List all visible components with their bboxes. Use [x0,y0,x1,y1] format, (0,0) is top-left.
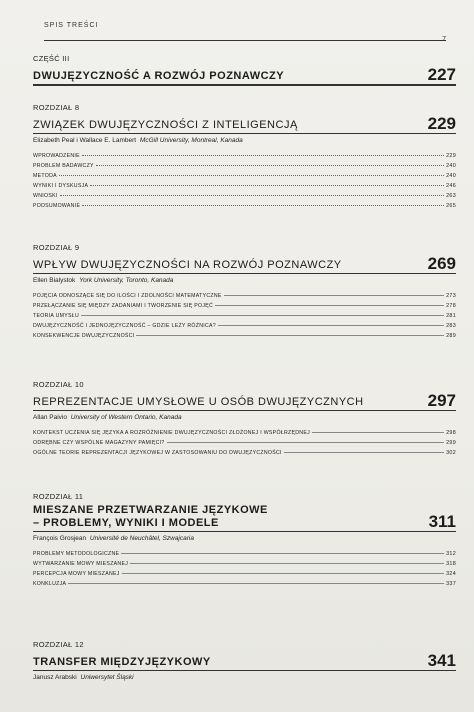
chapter-label: ROZDZIAŁ 12 [33,640,84,649]
author-name: Elizabeth Peal i Wallace E. Lambert [33,137,137,144]
toc-entry[interactable]: DWUJĘZYCZNOŚĆ I JEDNOJĘZYCZNOŚĆ – GDZIE LEŻY RÓŻNICA? 283 [33,323,456,329]
toc-entry[interactable]: WNIOSKI 263 [33,193,456,199]
toc-entry[interactable]: POJĘCIA ODNOSZĄCE SIĘ DO ILOŚCI I ZDOLNOŚCI MATEMATYCZNE 273 [33,293,456,299]
toc-entry[interactable]: ODRĘBNE CZY WSPÓLNE MAGAZYNY PAMIĘCI? 299 [33,440,456,446]
chapter-title: WPŁYW DWUJĘZYCZNOŚCI NA ROZWÓJ POZNAWCZY [33,259,342,271]
chapter-page: 311 [428,512,456,531]
toc-entry[interactable]: OGÓLNE TEORIE REPREZENTACJI JĘZYKOWEJ W ZASTOSOWANIU DO DWUJĘZYCZNOŚCI 302 [33,450,456,456]
chapter-label: ROZDZIAŁ 8 [33,103,80,112]
chapter-title-row [33,504,456,532]
author-name: François Grosjean [33,535,87,542]
toc-entry[interactable]: WYTWARZANIE MOWY MIESZANEJ 318 [33,561,456,567]
chapter-title-row [33,652,456,671]
chapter-10 [33,380,456,458]
chapter-label: ROZDZIAŁ 9 [33,243,80,252]
chapter-title: REPREZENTACJE UMYSŁOWE U OSÓB DWUJĘZYCZNYCH [33,396,364,408]
running-head: SPIS TREŚCI [44,22,99,29]
chapter-entries [33,291,456,341]
chapter-label: ROZDZIAŁ 10 [33,380,84,389]
chapter-title-line-1: MIESZANE PRZETWARZANIE JĘZYKOWE [33,504,268,516]
author-name: Ellen Bialystok [33,277,76,284]
toc-entry[interactable]: WYNIKI I DYSKUSJA 246 [33,183,456,189]
chapter-11 [33,492,456,589]
chapter-page: 297 [427,391,456,410]
toc-entry[interactable]: KONTEKST UCZENIA SIĘ JĘZYKA A ROZRÓŻNIENIE DWUJĘZYCZNOŚCI ZŁOŻONEJ I WSPÓŁRZĘDNEJ 298 [33,430,456,436]
page-number: 7 [442,36,446,43]
chapter-entries [33,151,456,211]
chapter-title: TRANSFER MIĘDZYJĘZYKOWY [33,656,211,668]
toc-entry[interactable]: METODA 240 [33,173,456,179]
author-affiliation: McGill University, Montreal, Kanada [139,137,243,144]
chapter-author-line [33,414,456,421]
part-title: DWUJĘZYCZNOŚĆ A ROZWÓJ POZNAWCZY [33,70,285,82]
author-affiliation: York University, Toronto, Kanada [79,277,174,284]
chapter-page: 341 [427,651,456,670]
chapter-author-line [33,277,456,284]
chapter-12 [33,640,456,681]
toc-entry[interactable]: PROBLEMY METODOLOGICZNE 312 [33,551,456,557]
chapter-page: 269 [427,254,456,273]
toc-entry[interactable]: TEORIA UMYSŁU 281 [33,313,456,319]
author-affiliation: Université de Neuchâtel, Szwajcaria [89,535,194,542]
top-rule [44,40,446,41]
chapter-author-line [33,137,456,144]
chapter-title-row [33,255,456,274]
toc-entry[interactable]: KONSEKWENCJE DWUJĘZYCZNOŚCI 289 [33,333,456,339]
toc-entry[interactable]: WPROWADZENIE 229 [33,153,456,159]
chapter-title: ZWIĄZEK DWUJĘZYCZNOŚCI Z INTELIGENCJĄ [33,119,298,131]
toc-entry[interactable]: PERCEPCJA MOWY MIESZANEJ 324 [33,571,456,577]
author-affiliation: University of Western Ontario, Kanada [70,414,182,421]
chapter-author-line [33,535,456,542]
part-page: 227 [427,65,456,84]
chapter-title-row [33,392,456,411]
chapter-page: 229 [427,114,456,133]
part-label: CZĘŚĆ III [33,54,70,63]
toc-entry[interactable]: KONKLUZJA 337 [33,581,456,587]
chapter-label: ROZDZIAŁ 11 [33,492,84,501]
part-title-row [33,66,456,86]
toc-entry[interactable]: PRZEŁĄCZANIE SIĘ MIĘDZY ZADANIAMI I TWORZENIE SIĘ POJĘĆ 278 [33,303,456,309]
chapter-8 [33,103,456,211]
author-affiliation: Uniwersytet Śląski [80,674,134,681]
author-name: Allan Paivio [33,414,67,421]
chapter-entries [33,428,456,458]
chapter-title-line-2: – PROBLEMY, WYNIKI I MODELE [33,517,219,529]
chapter-9 [33,243,456,341]
part-heading [33,54,456,86]
chapter-title-block [33,504,268,530]
chapter-entries [33,549,456,589]
chapter-author-line [33,674,456,681]
toc-entry[interactable]: PODSUMOWANIE 265 [33,203,456,209]
chapter-title-row [33,115,456,134]
author-name: Janusz Arabski [33,674,77,681]
toc-entry[interactable]: PROBLEM BADAWCZY 240 [33,163,456,169]
